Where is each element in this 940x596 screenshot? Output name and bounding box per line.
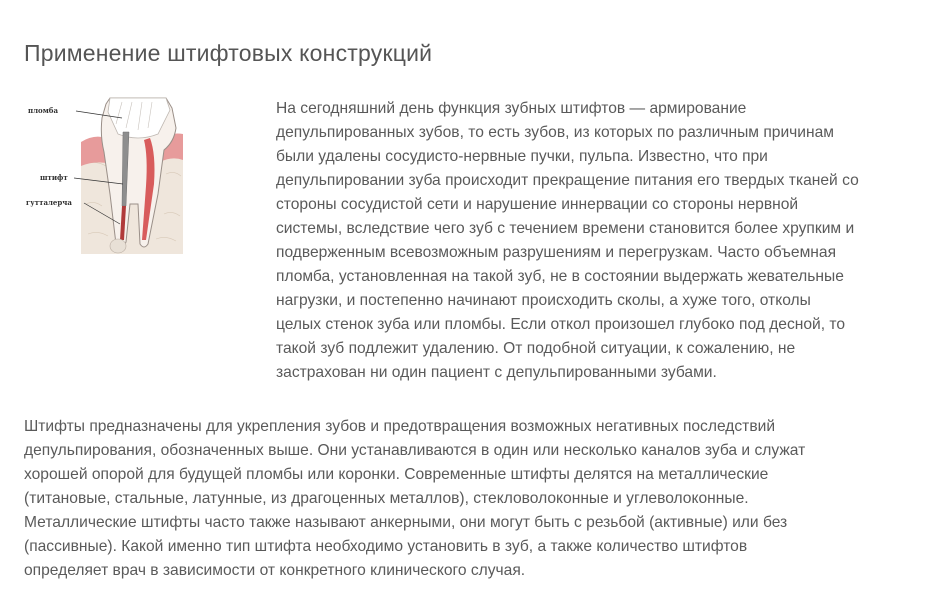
paragraph-line: стороны сосудистой сети и нарушение иннервации со стороны нервной: [276, 196, 799, 213]
paragraph-line: Металлические штифты часто также называют анкерными, они могут быть с резьбой (активные) или без: [24, 514, 788, 531]
paragraph-line: (титановые, стальные, латунные, из драгоценных металлов), стекловолоконные и углеволоконные.: [24, 490, 749, 507]
paragraph-line: депульпированных зубов, то есть зубов, из которых по различным причинам: [276, 124, 835, 141]
paragraph-line: хорошей опорой для будущей пломбы или коронки. Современные штифты делятся на металлические: [24, 466, 769, 483]
page-title: Применение штифтовых конструкций: [24, 40, 433, 66]
paragraph-line: застрахован ни один пациент с депульпированными зубами.: [276, 364, 717, 381]
apex-lesion: [110, 239, 126, 253]
paragraph-line: нагрузки, и постепенно начинают происходить сколы, а хуже того, отколы: [276, 292, 811, 309]
paragraph-line: подверженным всевозможным разрушениям и перегрузкам. Часто объемная: [276, 244, 837, 261]
paragraph-line: (пассивные). Какой именно тип штифта необходимо установить в зуб, а также количество штифтов: [24, 538, 748, 555]
intro-paragraph: [276, 97, 940, 385]
label-filling: пломба: [28, 106, 59, 115]
paragraph-line: были удалены сосудисто-нервные пучки, пульпа. Известно, что при: [276, 148, 768, 165]
paragraph-line: пломба, установленная на такой зуб, не в состоянии выдержать жевательные: [276, 268, 844, 285]
posts-paragraph: [24, 415, 940, 583]
paragraph-line: системы, вследствие чего зуб с течением времени становится более хрупким и: [276, 220, 855, 237]
label-gutta-percha: гутталерча: [26, 198, 72, 207]
label-post: штифт: [40, 173, 68, 182]
paragraph-line: Штифты предназначены для укрепления зубов и предотвращения возможных негативных последствий: [24, 418, 776, 435]
paragraph-line: На сегодняшний день функция зубных штифтов — армирование: [276, 100, 747, 117]
paragraph-line: депульпировании зуба происходит прекращение питания его твердых тканей со: [276, 172, 859, 189]
paragraph-line: целых стенок зуба или пломбы. Если откол произошел глубоко под десной, то: [276, 316, 846, 333]
paragraph-line: такой зуб подлежит удалению. От подобной ситуации, к сожалению, не: [276, 340, 796, 357]
tooth-post-diagram: [26, 94, 186, 256]
paragraph-line: депульпирования, обозначенных выше. Они устанавливаются в один или несколько каналов зуба и служат: [24, 442, 806, 459]
paragraph-line: определяет врач в зависимости от конкретного клинического случая.: [24, 562, 526, 579]
tooth-diagram-svg: [26, 94, 186, 256]
